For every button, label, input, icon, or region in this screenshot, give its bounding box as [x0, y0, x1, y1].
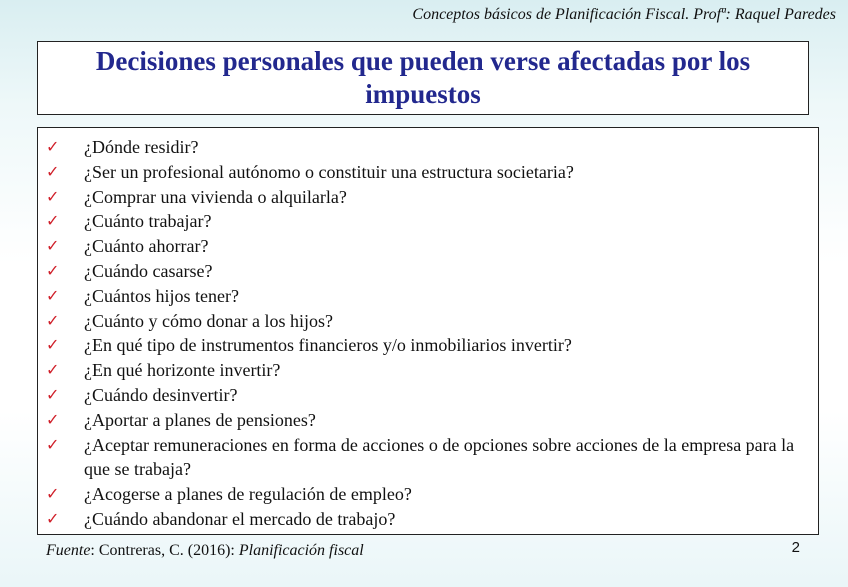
list-item-text: ¿Aceptar remuneraciones en forma de acciones o de opciones sobre acciones de la empresa para la que se trabaja?: [84, 434, 795, 480]
list-item-text: ¿En qué horizonte invertir?: [84, 360, 281, 381]
list-item-text: ¿Ser un profesional autónomo o constituir una estructura societaria?: [84, 161, 574, 182]
source-label: Fuente: [46, 542, 91, 559]
list-item-text: ¿Cuánto ahorrar?: [84, 236, 209, 257]
source-citation: [46, 542, 364, 560]
content-box: [37, 127, 819, 535]
list-item-text: ¿Cuándo desinvertir?: [84, 384, 238, 405]
checkmark-icon: ✓: [46, 211, 60, 231]
checkmark-icon: ✓: [46, 384, 60, 404]
checkmark-icon: ✓: [46, 236, 60, 256]
list-item: [46, 433, 808, 483]
source-title: Planificación fiscal: [238, 542, 364, 559]
list-item-text: ¿Dónde residir?: [84, 137, 199, 157]
checkmark-icon: ✓: [46, 335, 60, 355]
slide-title: Decisiones personales que pueden verse afectadas por los impuestos: [95, 46, 751, 109]
source-author: : Contreras, C. (2016):: [90, 542, 239, 559]
list-item: [46, 234, 808, 259]
list-item: [46, 383, 808, 408]
checkmark-icon: ✓: [46, 434, 60, 454]
list-item-text: ¿Aportar a planes de pensiones?: [84, 409, 316, 430]
list-item: [46, 507, 808, 532]
checkmark-icon: ✓: [46, 484, 60, 504]
checkmark-icon: ✓: [46, 161, 60, 181]
list-item: [46, 135, 808, 160]
list-item: [46, 333, 808, 358]
checkmark-icon: ✓: [46, 260, 60, 280]
list-item-text: ¿Cuánto trabajar?: [84, 211, 212, 232]
checkmark-icon: ✓: [46, 137, 60, 156]
checkmark-icon: ✓: [46, 310, 60, 330]
list-item: [46, 408, 808, 433]
list-item: [46, 259, 808, 284]
list-item-text: ¿Cuándo abandonar el mercado de trabajo?: [84, 508, 396, 529]
checkmark-icon: ✓: [46, 360, 60, 380]
list-item-text: ¿Cuántos hijos tener?: [84, 285, 239, 306]
slide-header: Conceptos básicos de Planificación Fiscal. Profª: Raquel Paredes: [412, 6, 836, 23]
list-item: [46, 160, 808, 185]
checkmark-icon: ✓: [46, 285, 60, 305]
list-item: [46, 284, 808, 309]
checkmark-icon: ✓: [46, 508, 60, 528]
checkmark-icon: ✓: [46, 186, 60, 206]
title-box: [37, 41, 809, 115]
checkmark-icon: ✓: [46, 409, 60, 429]
list-item: [46, 209, 808, 234]
list-item-text: ¿En qué tipo de instrumentos financieros y/o inmobiliarios invertir?: [84, 335, 572, 356]
page-number: 2: [791, 539, 800, 556]
list-item-text: ¿Cuándo casarse?: [84, 260, 213, 281]
list-item: [46, 185, 808, 210]
list-item-text: ¿Cuánto y cómo donar a los hijos?: [84, 310, 333, 331]
decision-list: [46, 135, 808, 532]
list-item: [46, 358, 808, 383]
list-item: [46, 309, 808, 334]
list-item: [46, 482, 808, 507]
list-item-text: ¿Comprar una vivienda o alquilarla?: [84, 186, 347, 207]
list-item-text: ¿Acogerse a planes de regulación de empleo?: [84, 484, 412, 505]
